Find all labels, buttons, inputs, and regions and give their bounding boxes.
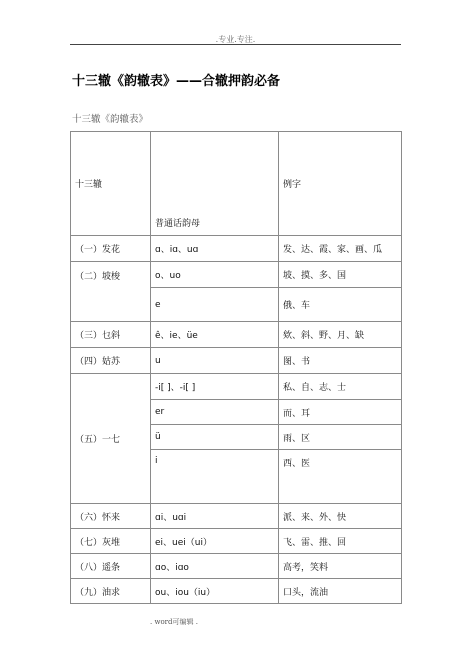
rhyme-name-cell: （七）灰堆 xyxy=(71,529,151,554)
table-row xyxy=(71,579,402,604)
rhyme-name-cell: （八）遥条 xyxy=(71,554,151,579)
finals-cell: ü xyxy=(151,425,279,450)
examples-cell: 欸、斜、野、月、缺 xyxy=(279,322,402,348)
examples-cell: 高考，笑料 xyxy=(279,554,402,579)
table-header-row xyxy=(71,132,402,236)
table-caption: 十三辙《韵辙表》 xyxy=(72,114,149,125)
rhyme-name-cell: （六）怀来 xyxy=(71,504,151,529)
finals-cell: e xyxy=(151,288,279,322)
table-row xyxy=(71,374,402,400)
finals-cell: ê、ie、üe xyxy=(151,322,279,348)
table-row xyxy=(71,236,402,262)
examples-cell: 而、耳 xyxy=(279,400,402,425)
rhyme-name-cell: （九）油求 xyxy=(71,579,151,604)
finals-cell: ɑi、uɑi xyxy=(151,504,279,529)
rhyme-name-cell: （二）坡梭 xyxy=(71,262,151,322)
table-row xyxy=(71,262,402,288)
finals-cell: ɑo、iɑo xyxy=(151,554,279,579)
table-row xyxy=(71,529,402,554)
examples-cell: 西、医 xyxy=(279,450,402,504)
examples-cell: 私、自、志、士 xyxy=(279,374,402,400)
rhyme-name-cell: （三）乜斜 xyxy=(71,322,151,348)
finals-cell: -i[ ]、-i[ ] xyxy=(151,374,279,400)
table-row xyxy=(71,504,402,529)
finals-cell: ou、iou（iu） xyxy=(151,579,279,604)
table-row xyxy=(71,322,402,348)
examples-cell: 派、来、外、快 xyxy=(279,504,402,529)
page-footer: . word可编辑 . xyxy=(150,618,198,626)
examples-cell: 图、书 xyxy=(279,348,402,374)
rhyme-name-cell: （五）一七 xyxy=(71,374,151,504)
rhyme-name-cell: （一）发花 xyxy=(71,236,151,262)
rhyme-name-cell: （四）姑苏 xyxy=(71,348,151,374)
examples-cell: 飞、雷、推、回 xyxy=(279,529,402,554)
examples-cell: 发、达、霞、家、画、瓜 xyxy=(279,236,402,262)
finals-cell: ɑ、iɑ、uɑ xyxy=(151,236,279,262)
finals-cell: ei、uei（ui） xyxy=(151,529,279,554)
rhyme-table xyxy=(70,131,402,604)
finals-cell: u xyxy=(151,348,279,374)
table-row xyxy=(71,554,402,579)
finals-cell: i xyxy=(151,450,279,504)
finals-cell: er xyxy=(151,400,279,425)
header-cell-rhyme: 十三辙 xyxy=(71,132,151,236)
examples-cell: 口头，流油 xyxy=(279,579,402,604)
document-title: 十三辙《韵辙表》——合辙押韵必备 xyxy=(72,74,281,89)
header-rule xyxy=(70,44,401,45)
table-row xyxy=(71,348,402,374)
header-cell-examples: 例字 xyxy=(279,132,402,236)
examples-cell: 雨、区 xyxy=(279,425,402,450)
header-cell-finals: 普通话韵母 xyxy=(151,132,279,236)
finals-cell: o、uo xyxy=(151,262,279,288)
page-header: .专业.专注. xyxy=(215,35,256,44)
examples-cell: 俄、车 xyxy=(279,288,402,322)
examples-cell: 坡、摸、多、国 xyxy=(279,262,402,288)
